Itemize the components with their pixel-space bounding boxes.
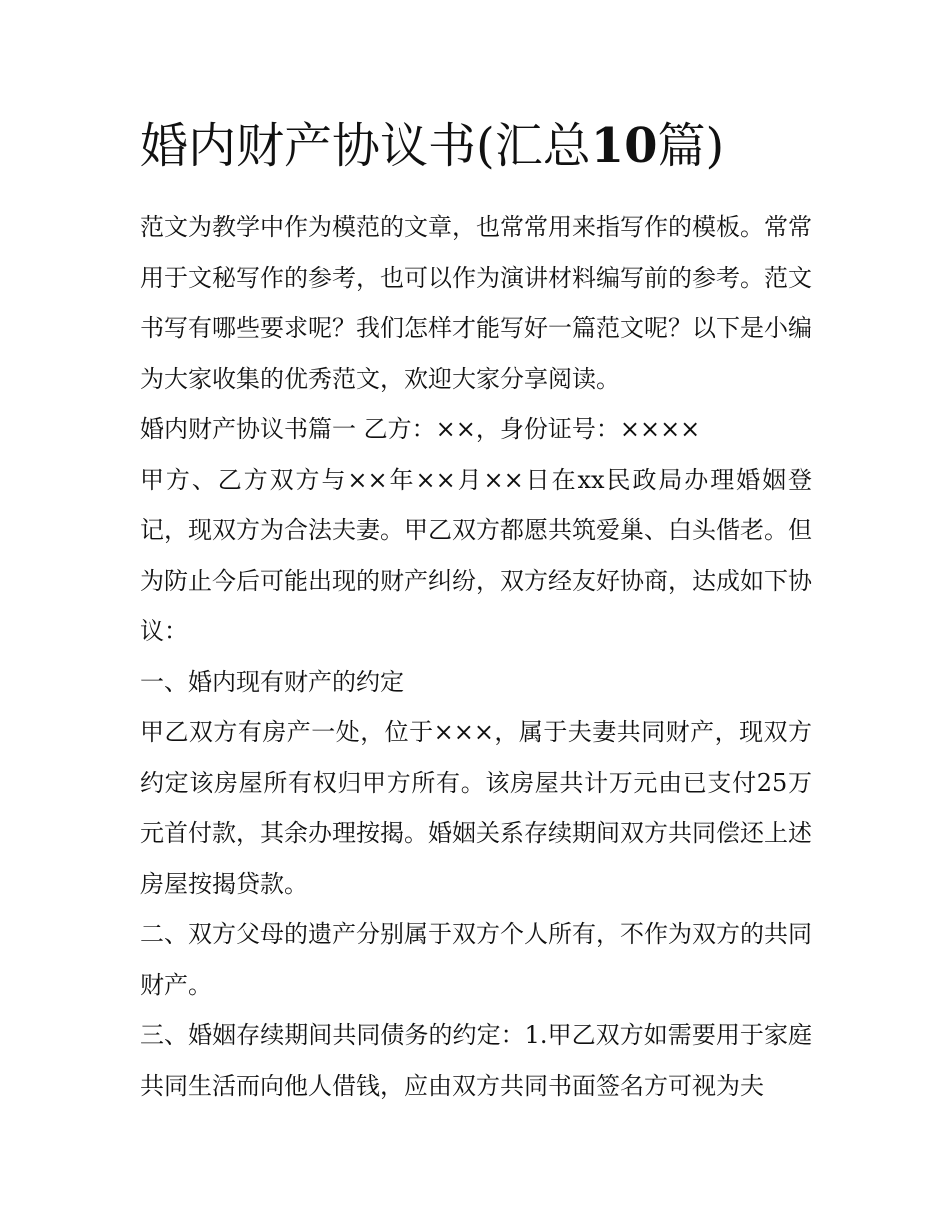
- section-inheritance-paragraph: 二、双方父母的遗产分别属于双方个人所有，不作为双方的共同财产。: [140, 920, 812, 999]
- marriage-registration-paragraph: 甲方、乙方双方与××年××月××日在xx民政局办理婚姻登记，现双方为合法夫妻。甲乙双方都愿共筑爱巢、白头偕老。但为防止今后可能出现的财产纠纷，双方经友好协商，达成如下协议：: [140, 465, 812, 645]
- document-title: [140, 112, 812, 180]
- section-debt-paragraph: 三、婚姻存续期间共同债务的约定：1.甲乙双方如需要用于家庭共同生活而向他人借钱，应由双方共同书面签名方可视为夫: [140, 1021, 812, 1100]
- intro-paragraph: 范文为教学中作为模范的文章，也常常用来指写作的模板。常常用于文秘写作的参考，也可以作为演讲材料编写前的参考。范文书写有哪些要求呢？我们怎样才能写好一篇范文呢？以下是小编为大家收集的优秀范文，欢迎大家分享阅读。: [140, 213, 812, 393]
- property-house-paragraph: 甲乙双方有房产一处，位于×××，属于夫妻共同财产，现双方约定该房屋所有权归甲方所有。该房屋共计万元由已支付25万元首付款，其余办理按揭。婚姻关系存续期间双方共同偿还上述房屋按揭贷款。: [140, 718, 812, 898]
- section-heading-existing-property: 一、婚内现有财产的约定: [140, 667, 404, 696]
- title-text-post: 篇): [657, 118, 725, 174]
- agreement-heading-line: 婚内财产协议书篇一 乙方：××，身份证号：××××: [140, 415, 701, 443]
- document-page: [140, 112, 812, 1111]
- title-number: 10: [590, 118, 658, 174]
- title-text-pre: 婚内财产协议书(汇总: [140, 118, 591, 174]
